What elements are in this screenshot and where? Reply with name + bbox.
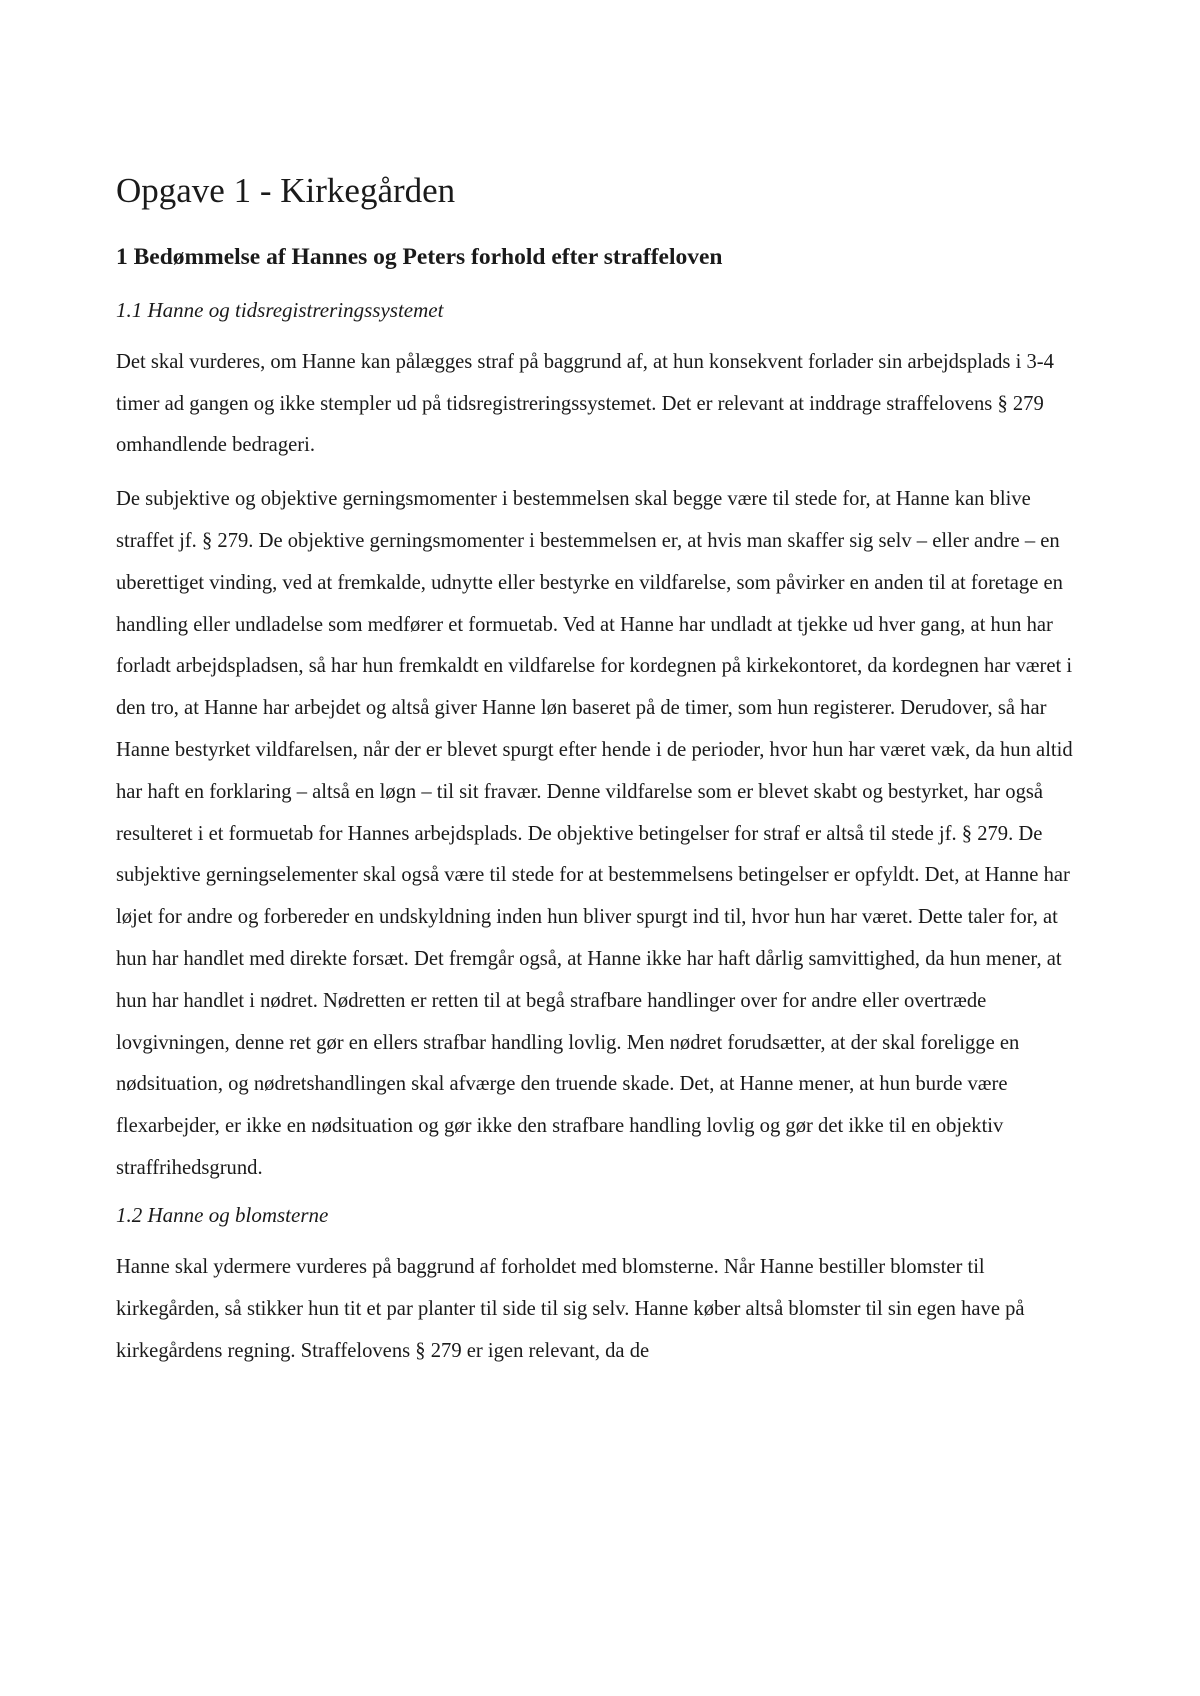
document-title: Opgave 1 - Kirkegården bbox=[116, 171, 456, 210]
subsection-heading-1-2: 1.2 Hanne og blomsterne bbox=[116, 1202, 329, 1227]
section-heading-1: 1 Bedømmelse af Hannes og Peters forhold efter straffeloven bbox=[116, 244, 723, 270]
subsection-heading-1-1: 1.1 Hanne og tidsregistreringssystemet bbox=[116, 297, 444, 322]
paragraph: Hanne skal ydermere vurderes på baggrund af forholdet med blomsterne. Når Hanne bestiller blomster til kirkegården, så stikker hun tit et par planter til side til sig selv. Hanne køber altså blomster til sin egen have på kirkegårdens regning. Straffelovens § 279 er igen relevant, da de bbox=[116, 1256, 1025, 1362]
paragraph: Det skal vurderes, om Hanne kan pålægges straf på baggrund af, at hun konsekvent forlader sin arbejdsplads i 3-4 timer ad gangen og ikke stempler ud på tidsregistreringssystemet. Det er relevant at inddrage straffelovens § 279 omhandlende bedrageri. bbox=[116, 350, 1054, 457]
paragraph: De subjektive og objektive gerningsmomenter i bestemmelsen skal begge være til stede for, at Hanne kan blive straffet jf. § 279. De objektive gerningsmomenter i bestemmelsen er, at hvis man skaffer sig selv – eller andre – en uberettiget vinding, ved at fremkalde, udnytte eller bestyrke en vildfarelse, som påvirker en anden til at foretage en handling eller undladelse som medfører et formuetab. Ved at Hanne har undladt at tjekke ud hver gang, at hun har forladt arbejdspladsen, så har hun fremkaldt en vildfarelse for kordegnen på kirkekontoret, da kordegnen har været i den tro, at Hanne har arbejdet og altså giver Hanne løn baseret på de timer, som hun registerer. Derudover, så har Hanne bestyrket vildfarelsen, når der er blevet spurgt efter hende i de perioder, hvor hun har været væk, da hun altid har haft en forklaring – altså en løgn – til sit fravær. Denne vildfarelse som er blevet skabt og bestyrket, har også resulteret i et formuetab for Hannes arbejdsplads. De objektive betingelser for straf er altså til stede jf. § 279. De subjektive gerningselementer skal også være til stede for at bestemmelsens betingelser er opfyldt. Det, at Hanne har løjet for andre og forbereder en undskyldning inden hun bliver spurgt ind til, hvor hun har været. Dette taler for, at hun har handlet med direkte forsæt. Det fremgår også, at Hanne ikke har haft dårlig samvittighed, da hun mener, at hun har handlet i nødret. Nødretten er retten til at begå strafbare handlinger over for andre eller overtræde lovgivningen, denne ret gør en ellers strafbar handling lovlig. Men nødret forudsætter, at der skal foreligge en nødsituation, og nødretshandlingen skal afværge den truende skade. Det, at Hanne mener, at hun burde være flexarbejder, er ikke en nødsituation og gør ikke den strafbare handling lovlig og gør det ikke til en objektiv straffrihedsgrund. bbox=[116, 488, 1073, 1179]
document-content bbox=[116, 170, 1088, 1384]
